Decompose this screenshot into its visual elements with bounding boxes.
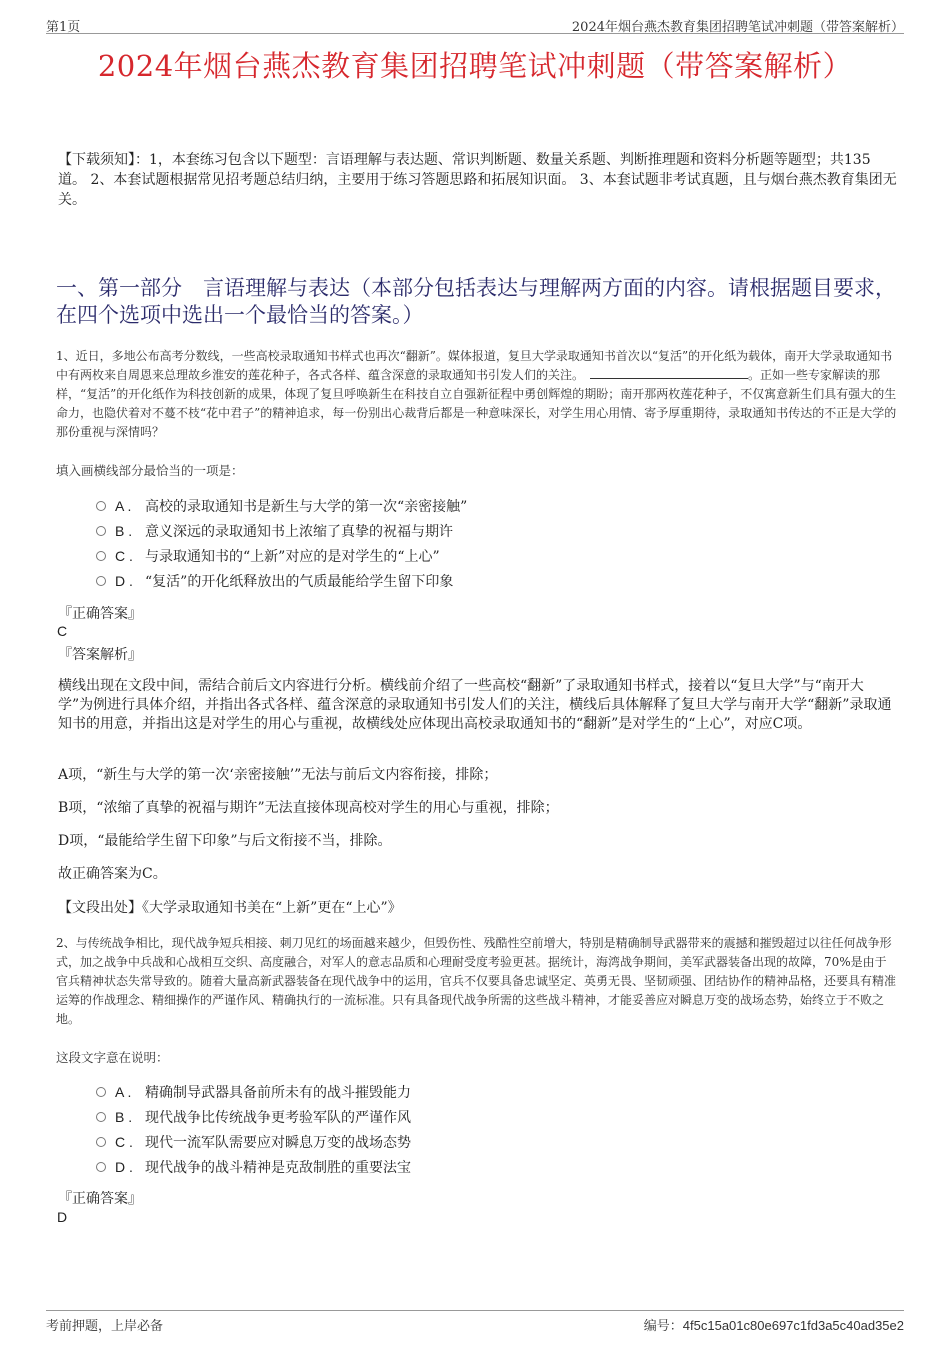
question-2-prompt: 这段文字意在说明： [56, 1050, 169, 1065]
question-1-option-c[interactable] [96, 543, 467, 568]
option-letter: D . [115, 1158, 133, 1175]
radio-icon[interactable] [96, 1162, 106, 1172]
question-1-prompt: 填入画横线部分最恰当的一项是： [56, 463, 244, 478]
code-label: 编号： [643, 1319, 683, 1334]
fill-blank-line [590, 368, 748, 379]
document-code [644, 1315, 904, 1334]
question-2-answer-label: 『正确答案』 [58, 1191, 142, 1207]
page-header [46, 14, 904, 34]
question-1-stem [56, 347, 898, 442]
analysis-source: 【文段出处】《大学录取通知书美在“上新”更在“上心”》 [58, 900, 402, 916]
radio-icon[interactable] [96, 1087, 106, 1097]
footer-slogan: 考前押题，上岸必备 [46, 1319, 164, 1334]
option-text: 与录取通知书的“上新”对应的是对学生的“上心” [145, 548, 440, 565]
header-doc-title: 2024年烟台燕杰教育集团招聘笔试冲刺题（带答案解析） [571, 20, 904, 35]
question-2-stem: 2、与传统战争相比，现代战争短兵相接、刺刀见红的场面越来越少，但毁伤性、残酷性空前增大，特别是精确制导武器带来的震撼和摧毁超过以往任何战争形式，加之战争中兵战和心战相互交织、高度融合，对军人的意志品质和心理耐受度考验更甚。据统计，海湾战争期间，美军武器装备出现的故障，70%是由于官兵精神状态失常导致的。随着大量高新武器装备在现代战争中的运用，官兵不仅要具备忠诚坚定、英勇无畏、坚韧顽强、团结协作的精神品格，还要具有精准运筹的作战理念、精细操作的严谨作风、精确执行的一流标准。只有具备现代战争所需的这些战斗精神，才能妥善应对瞬息万变的战场态势，始终立于不败之地。 [56, 936, 897, 1026]
radio-icon[interactable] [96, 1112, 106, 1122]
download-notice: 【下载须知】：1，本套练习包含以下题型：言语理解与表达题、常识判断题、数量关系题、判断推理题和资料分析题等题型；共135道。 2、本套试题根据常见招考题总结归纳，主要用于练习答题思路和拓展知识面。 3、本套试题非考试真题，且与烟台燕杰教育集团无关。 [58, 152, 897, 208]
option-letter: A . [115, 1083, 132, 1100]
question-1-stem-after: 。正如一些专家解读的那样，“复活”的开化纸作为科技创新的成果，体现了复旦呼唤新生在科技自立自强新征程中勇创辉煌的期盼；南开那两枚莲花种子，不仅寓意新生们具有强大的生命力，也隐伏着对不蔓不枝“花中君子”的精神追求，每一份别出心裁背后都是一种意味深长，对学生用心用情、寄予厚重期待，录取通知书传达的不正是大学的那份重视与深情吗？ [56, 368, 897, 439]
code-value: 4f5c15a01c80e697c1fd3a5c40ad35e2 [682, 1318, 904, 1333]
section-heading: 一、第一部分 言语理解与表达（本部分包括表达与理解两方面的内容。请根据题目要求，在四个选项中选出一个最恰当的答案。） [56, 276, 896, 327]
document-title: 2024年烟台燕杰教育集团招聘笔试冲刺题（带答案解析） [97, 49, 853, 83]
question-2-option-d[interactable] [96, 1154, 411, 1179]
option-letter: B . [115, 1108, 133, 1125]
page-number: 第1页 [46, 20, 81, 35]
question-2-option-b[interactable] [96, 1104, 411, 1129]
question-1-option-a[interactable] [96, 493, 467, 518]
question-2-answer: D [57, 1209, 68, 1225]
page-footer [46, 1310, 904, 1334]
question-1-options [96, 493, 467, 593]
option-letter: D . [115, 572, 133, 589]
analysis-paragraph: D项，“最能给学生留下印象”与后文衔接不当，排除。 [58, 833, 392, 849]
radio-icon[interactable] [96, 526, 106, 536]
radio-icon[interactable] [96, 551, 106, 561]
question-1-answer: C [57, 623, 68, 639]
analysis-paragraph: B项，“浓缩了真挚的祝福与期许”无法直接体现高校对学生的用心与重视，排除； [58, 800, 559, 816]
option-text: 高校的录取通知书是新生与大学的第一次“亲密接触” [145, 498, 468, 515]
option-letter: A . [115, 497, 132, 514]
option-text: “复活”的开化纸释放出的气质最能给学生留下印象 [145, 573, 454, 590]
option-letter: C . [115, 1133, 133, 1150]
option-text: 精确制导武器具备前所未有的战斗摧毁能力 [145, 1084, 411, 1101]
option-text: 意义深远的录取通知书上浓缩了真挚的祝福与期许 [145, 523, 453, 540]
option-letter: B . [115, 522, 133, 539]
question-1-answer-label: 『正确答案』 [58, 606, 142, 622]
question-1-analysis-label: 『答案解析』 [58, 647, 142, 663]
radio-icon[interactable] [96, 501, 106, 511]
option-text: 现代战争比传统战争更考验军队的严谨作风 [145, 1109, 411, 1126]
question-1-stem-before: 1、近日，多地公布高考分数线，一些高校录取通知书样式也再次“翻新”。媒体报道，复旦大学录取通知书首次以“复活”的开化纸为载体，南开大学录取通知书中有两枚来自周恩来总理故乡淮安的莲花种子，各式各样、蕴含深意的录取通知书引发人们的关注。 [56, 349, 893, 382]
question-1-option-d[interactable] [96, 568, 467, 593]
question-2-option-a[interactable] [96, 1079, 411, 1104]
analysis-conclusion: 故正确答案为C。 [58, 866, 167, 882]
question-2-option-c[interactable] [96, 1129, 411, 1154]
radio-icon[interactable] [96, 1137, 106, 1147]
option-text: 现代一流军队需要应对瞬息万变的战场态势 [145, 1134, 411, 1151]
radio-icon[interactable] [96, 576, 106, 586]
analysis-paragraph: A项，“新生与大学的第一次‘亲密接触’”无法与前后文内容衔接，排除； [58, 767, 498, 783]
option-letter: C . [115, 547, 133, 564]
question-2-options [96, 1079, 411, 1179]
analysis-paragraph: 横线出现在文段中间，需结合前后文内容进行分析。横线前介绍了一些高校“翻新”了录取通知书样式，接着以“复旦大学”与“南开大学”为例进行具体介绍，并指出各式各样、蕴含深意的录取通知书引发人们的关注，横线后具体解释了复旦大学与南开大学“翻新”录取通知书的用意，并指出这是对学生的用心与重视，故横线处应体现出高校录取通知书的“翻新”是对学生的“上心”，对应C项。 [58, 678, 892, 732]
question-1-option-b[interactable] [96, 518, 467, 543]
option-text: 现代战争的战斗精神是克敌制胜的重要法宝 [145, 1159, 411, 1176]
